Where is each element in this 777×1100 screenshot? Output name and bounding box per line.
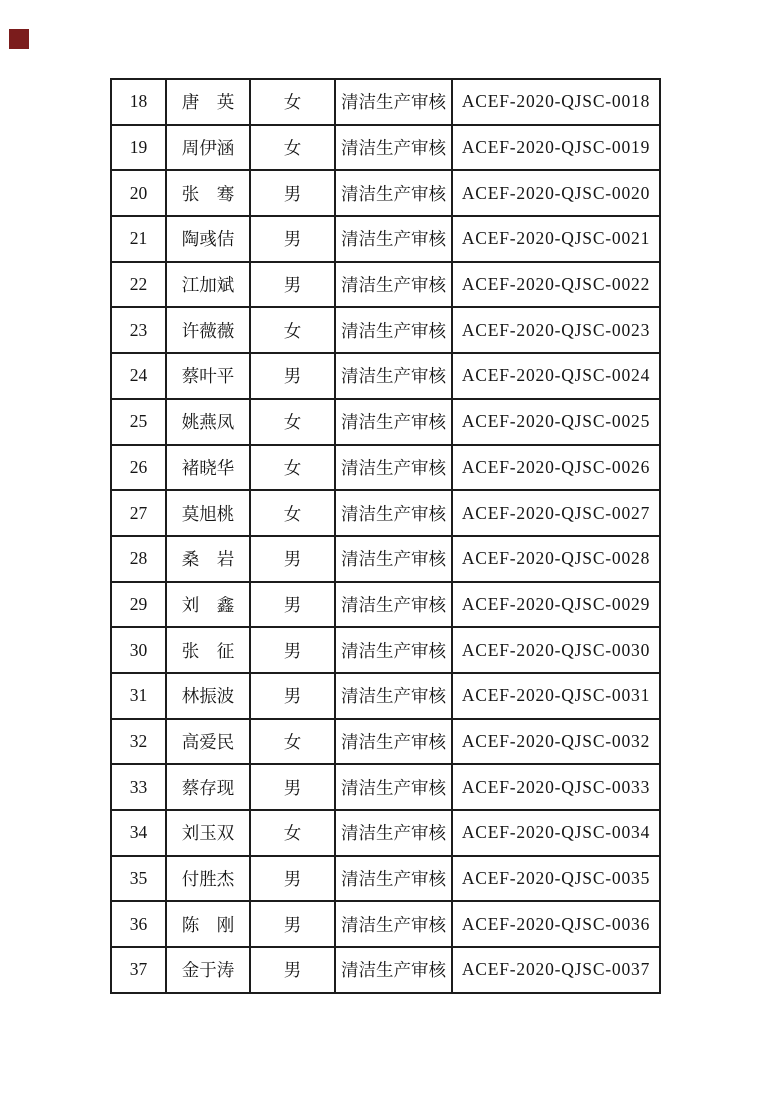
field-cell: 清洁生产审核 — [335, 673, 452, 719]
row-number-cell: 27 — [111, 490, 166, 536]
gender-cell: 男 — [250, 262, 335, 308]
cert-number-cell: ACEF-2020-QJSC-0027 — [452, 490, 660, 536]
field-cell: 清洁生产审核 — [335, 445, 452, 491]
table-row — [111, 947, 660, 993]
name-cell: 唐 英 — [166, 79, 250, 125]
field-cell: 清洁生产审核 — [335, 582, 452, 628]
row-number-cell: 22 — [111, 262, 166, 308]
field-cell: 清洁生产审核 — [335, 627, 452, 673]
table-row — [111, 901, 660, 947]
gender-cell: 女 — [250, 445, 335, 491]
gender-cell: 男 — [250, 582, 335, 628]
name-cell: 周伊涵 — [166, 125, 250, 171]
cert-number-cell: ACEF-2020-QJSC-0026 — [452, 445, 660, 491]
certificate-table-body — [111, 79, 660, 993]
gender-cell: 男 — [250, 856, 335, 902]
field-cell: 清洁生产审核 — [335, 947, 452, 993]
table-row — [111, 216, 660, 262]
name-cell: 陈 刚 — [166, 901, 250, 947]
row-number-cell: 30 — [111, 627, 166, 673]
table-row — [111, 627, 660, 673]
field-cell: 清洁生产审核 — [335, 307, 452, 353]
cert-number-cell: ACEF-2020-QJSC-0023 — [452, 307, 660, 353]
cert-number-cell: ACEF-2020-QJSC-0030 — [452, 627, 660, 673]
row-number-cell: 34 — [111, 810, 166, 856]
cert-number-cell: ACEF-2020-QJSC-0037 — [452, 947, 660, 993]
field-cell: 清洁生产审核 — [335, 399, 452, 445]
name-cell: 金于涛 — [166, 947, 250, 993]
table-row — [111, 719, 660, 765]
cert-number-cell: ACEF-2020-QJSC-0032 — [452, 719, 660, 765]
row-number-cell: 31 — [111, 673, 166, 719]
field-cell: 清洁生产审核 — [335, 170, 452, 216]
table-row — [111, 125, 660, 171]
table-row — [111, 307, 660, 353]
cert-number-cell: ACEF-2020-QJSC-0021 — [452, 216, 660, 262]
table-row — [111, 856, 660, 902]
gender-cell: 女 — [250, 810, 335, 856]
row-number-cell: 26 — [111, 445, 166, 491]
name-cell: 陶彧佶 — [166, 216, 250, 262]
gender-cell: 女 — [250, 490, 335, 536]
table-row — [111, 536, 660, 582]
gender-cell: 男 — [250, 353, 335, 399]
field-cell: 清洁生产审核 — [335, 490, 452, 536]
row-number-cell: 23 — [111, 307, 166, 353]
table-row — [111, 490, 660, 536]
name-cell: 褚晓华 — [166, 445, 250, 491]
name-cell: 高爱民 — [166, 719, 250, 765]
row-number-cell: 36 — [111, 901, 166, 947]
table-row — [111, 399, 660, 445]
row-number-cell: 28 — [111, 536, 166, 582]
name-cell: 张 骞 — [166, 170, 250, 216]
field-cell: 清洁生产审核 — [335, 353, 452, 399]
name-cell: 桑 岩 — [166, 536, 250, 582]
field-cell: 清洁生产审核 — [335, 901, 452, 947]
table-row — [111, 353, 660, 399]
field-cell: 清洁生产审核 — [335, 856, 452, 902]
table-row — [111, 445, 660, 491]
gender-cell: 男 — [250, 216, 335, 262]
gender-cell: 男 — [250, 947, 335, 993]
field-cell: 清洁生产审核 — [335, 764, 452, 810]
row-number-cell: 18 — [111, 79, 166, 125]
name-cell: 刘 鑫 — [166, 582, 250, 628]
name-cell: 蔡叶平 — [166, 353, 250, 399]
cert-number-cell: ACEF-2020-QJSC-0028 — [452, 536, 660, 582]
row-number-cell: 33 — [111, 764, 166, 810]
gender-cell: 男 — [250, 764, 335, 810]
name-cell: 姚燕凤 — [166, 399, 250, 445]
cert-number-cell: ACEF-2020-QJSC-0025 — [452, 399, 660, 445]
name-cell: 许薇薇 — [166, 307, 250, 353]
row-number-cell: 35 — [111, 856, 166, 902]
red-square-marker — [9, 29, 29, 49]
certificate-table — [110, 78, 661, 994]
row-number-cell: 29 — [111, 582, 166, 628]
gender-cell: 男 — [250, 627, 335, 673]
cert-number-cell: ACEF-2020-QJSC-0031 — [452, 673, 660, 719]
row-number-cell: 19 — [111, 125, 166, 171]
row-number-cell: 37 — [111, 947, 166, 993]
cert-number-cell: ACEF-2020-QJSC-0033 — [452, 764, 660, 810]
cert-number-cell: ACEF-2020-QJSC-0034 — [452, 810, 660, 856]
table-row — [111, 810, 660, 856]
table-row — [111, 764, 660, 810]
gender-cell: 女 — [250, 399, 335, 445]
row-number-cell: 24 — [111, 353, 166, 399]
name-cell: 蔡存现 — [166, 764, 250, 810]
row-number-cell: 21 — [111, 216, 166, 262]
table-row — [111, 170, 660, 216]
row-number-cell: 20 — [111, 170, 166, 216]
name-cell: 付胜杰 — [166, 856, 250, 902]
field-cell: 清洁生产审核 — [335, 810, 452, 856]
field-cell: 清洁生产审核 — [335, 125, 452, 171]
field-cell: 清洁生产审核 — [335, 719, 452, 765]
field-cell: 清洁生产审核 — [335, 79, 452, 125]
name-cell: 张 征 — [166, 627, 250, 673]
row-number-cell: 25 — [111, 399, 166, 445]
gender-cell: 男 — [250, 673, 335, 719]
cert-number-cell: ACEF-2020-QJSC-0019 — [452, 125, 660, 171]
gender-cell: 男 — [250, 901, 335, 947]
cert-number-cell: ACEF-2020-QJSC-0020 — [452, 170, 660, 216]
gender-cell: 男 — [250, 536, 335, 582]
field-cell: 清洁生产审核 — [335, 536, 452, 582]
name-cell: 林振波 — [166, 673, 250, 719]
name-cell: 莫旭桃 — [166, 490, 250, 536]
cert-number-cell: ACEF-2020-QJSC-0022 — [452, 262, 660, 308]
gender-cell: 男 — [250, 170, 335, 216]
gender-cell: 女 — [250, 125, 335, 171]
table-row — [111, 673, 660, 719]
cert-number-cell: ACEF-2020-QJSC-0029 — [452, 582, 660, 628]
cert-number-cell: ACEF-2020-QJSC-0036 — [452, 901, 660, 947]
field-cell: 清洁生产审核 — [335, 262, 452, 308]
gender-cell: 女 — [250, 719, 335, 765]
cert-number-cell: ACEF-2020-QJSC-0024 — [452, 353, 660, 399]
table-row — [111, 582, 660, 628]
name-cell: 江加斌 — [166, 262, 250, 308]
gender-cell: 女 — [250, 79, 335, 125]
name-cell: 刘玉双 — [166, 810, 250, 856]
table-row — [111, 79, 660, 125]
table-row — [111, 262, 660, 308]
cert-number-cell: ACEF-2020-QJSC-0018 — [452, 79, 660, 125]
row-number-cell: 32 — [111, 719, 166, 765]
gender-cell: 女 — [250, 307, 335, 353]
cert-number-cell: ACEF-2020-QJSC-0035 — [452, 856, 660, 902]
field-cell: 清洁生产审核 — [335, 216, 452, 262]
